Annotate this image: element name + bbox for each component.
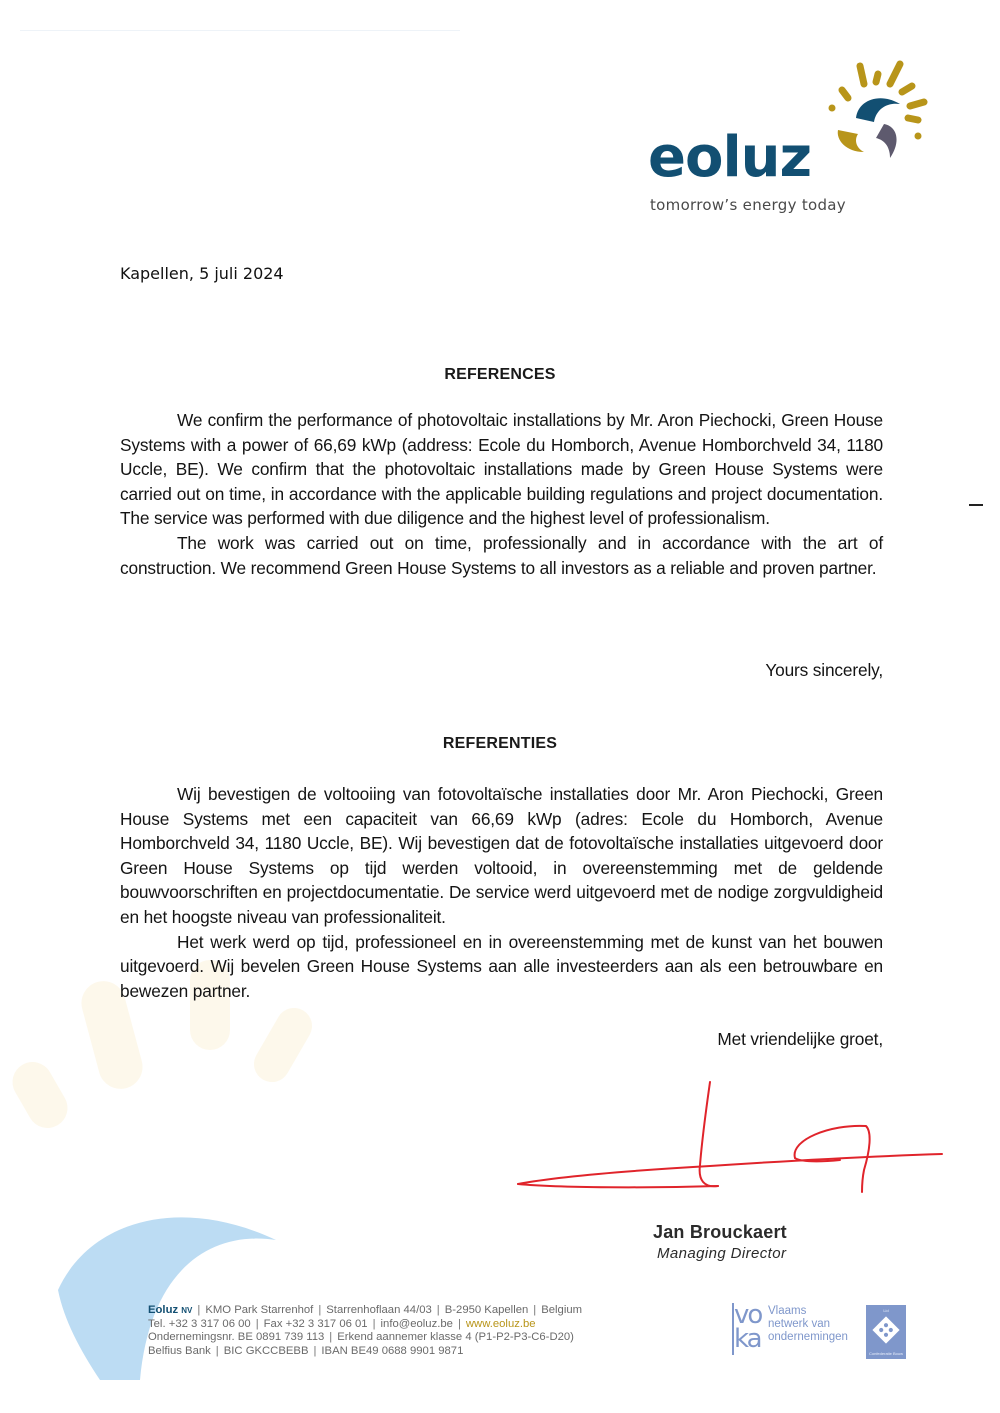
english-closing: Yours sincerely,	[765, 660, 883, 680]
diamond-emblem-icon	[870, 1314, 902, 1346]
footer-company-number: Ondernemingsnr. BE 0891 739 113	[148, 1331, 325, 1344]
signatory-name: Jan Brouckaert	[653, 1222, 787, 1242]
footer-fax: Fax +32 3 317 06 01	[263, 1317, 368, 1330]
cert-badge-top: Lid	[883, 1308, 889, 1313]
letterhead-footer	[148, 1304, 582, 1358]
dutch-closing: Met vriendelijke groet,	[717, 1029, 883, 1049]
footer-address-city: B-2950 Kapellen	[444, 1304, 529, 1316]
footer-line-2: Tel. +32 3 317 06 00 | Fax +32 3 317 06 01 | info@eoluz.be | www.eoluz.be	[148, 1317, 536, 1330]
voka-logo	[732, 1300, 872, 1359]
footer-bank: Belfius Bank	[148, 1344, 211, 1357]
footer-line-1: Eoluz NV | KMO Park Starrenhof | Starrenhoflaan 44/03 | B-2950 Kapellen | Belgium	[148, 1304, 583, 1316]
footer-email-link[interactable]: info@eoluz.be	[380, 1317, 453, 1330]
watermark-ray	[5, 1055, 75, 1136]
scan-edge-line	[20, 30, 460, 31]
voka-text-line-2: netwerk van	[768, 1318, 831, 1330]
english-body	[120, 408, 883, 580]
dutch-paragraph-2: Het werk werd op tijd, professioneel en in overeenstemming met de kunst van het bouwen uitgevoerd. Wij bevelen Green House Systems aan alle investeerders aan als een betrouwbare en bewezen partner.	[120, 931, 883, 1001]
signatory-title: Managing Director	[657, 1245, 787, 1262]
footer-iban: IBAN BE49 0688 9901 9871	[321, 1344, 464, 1357]
logo-tagline: tomorrow’s energy today	[650, 196, 846, 214]
heading-references: REFERENCES	[444, 366, 556, 383]
sun-wind-logo-icon	[828, 60, 928, 170]
footer-line-4: Belfius Bank | BIC GKCCBEBB | IBAN BE49 0688 9901 9871	[148, 1344, 464, 1357]
voka-text	[768, 1305, 848, 1344]
footer-website-link[interactable]: www.eoluz.be	[465, 1317, 536, 1330]
voka-letters-top: vo	[734, 1300, 762, 1330]
footer-company-suffix: NV	[181, 1306, 193, 1315]
footer-bic: BIC GKCCBEBB	[223, 1344, 309, 1357]
logo-wordmark: eoluz	[648, 125, 812, 190]
footer-address-country: Belgium	[541, 1304, 583, 1316]
footer-address-park: KMO Park Starrenhof	[205, 1304, 314, 1316]
dutch-paragraph-1: Wij bevestigen de voltooiing van fotovoltaïsche installaties door Mr. Aron Piechocki, Green House Systems met een capaciteit van 66,69 kWp (adres: Ecole du Homborch, Avenue Homborchveld 34, 1180 Uccle, BE). Wij bevestigen dat de fotovoltaïsche installaties uitgevoerd door Green House Systems op tijd werden voltooid, in overeenstemming met de geldende bouwvoorschriften en projectdocumentatie. De service werd uitgevoerd met de nodige zorgvuldigheid en het hoogste niveau van professionaliteit.	[120, 784, 883, 927]
voka-text-line-1: Vlaams	[768, 1305, 807, 1317]
english-paragraph-2: The work was carried out on time, professionally and in accordance with the art of construction. We recommend Green House Systems to all investors as a reliable and proven partner.	[120, 532, 883, 578]
voka-text-line-3: ondernemingen	[768, 1331, 848, 1343]
eoluz-logo	[640, 60, 940, 220]
place-date: Kapellen, 5 juli 2024	[120, 264, 284, 283]
voka-letters-bottom: ka	[734, 1324, 761, 1354]
heading-referenties: REFERENTIES	[442, 735, 558, 752]
voka-letters-icon	[732, 1300, 764, 1355]
margin-dash	[969, 504, 983, 506]
footer-line-3: Ondernemingsnr. BE 0891 739 113 | Erkend aannemer klasse 4 (P1-P2-P3-C6-D20)	[148, 1331, 574, 1344]
footer-phone: Tel. +32 3 317 06 00	[148, 1317, 251, 1330]
english-paragraph-1: We confirm the performance of photovoltaic installations by Mr. Aron Piechocki, Green House Systems with a power of 66,69 kWp (address: Ecole du Homborch, Avenue Homborchveld 34, 1180 Uccle, BE). We confirm that the photovoltaic installations made by Green House Systems were carried out on time, in accordance with the applicable building regulations and project documentation. The service was performed with due diligence and the highest level of professionalism.	[120, 410, 883, 529]
handwritten-signature-icon	[500, 1070, 960, 1200]
footer-contractor-class: Erkend aannemer klasse 4 (P1-P2-P3-C6-D20)	[337, 1331, 574, 1344]
footer-address-street: Starrenhoflaan 44/03	[326, 1304, 432, 1316]
watermark-ray	[247, 1001, 318, 1088]
footer-company: Eoluz	[148, 1304, 179, 1316]
dutch-body	[120, 782, 883, 1003]
cert-badge-bottom: Confederatie Bouw	[868, 1351, 904, 1356]
confederatie-bouw-badge	[866, 1305, 906, 1359]
